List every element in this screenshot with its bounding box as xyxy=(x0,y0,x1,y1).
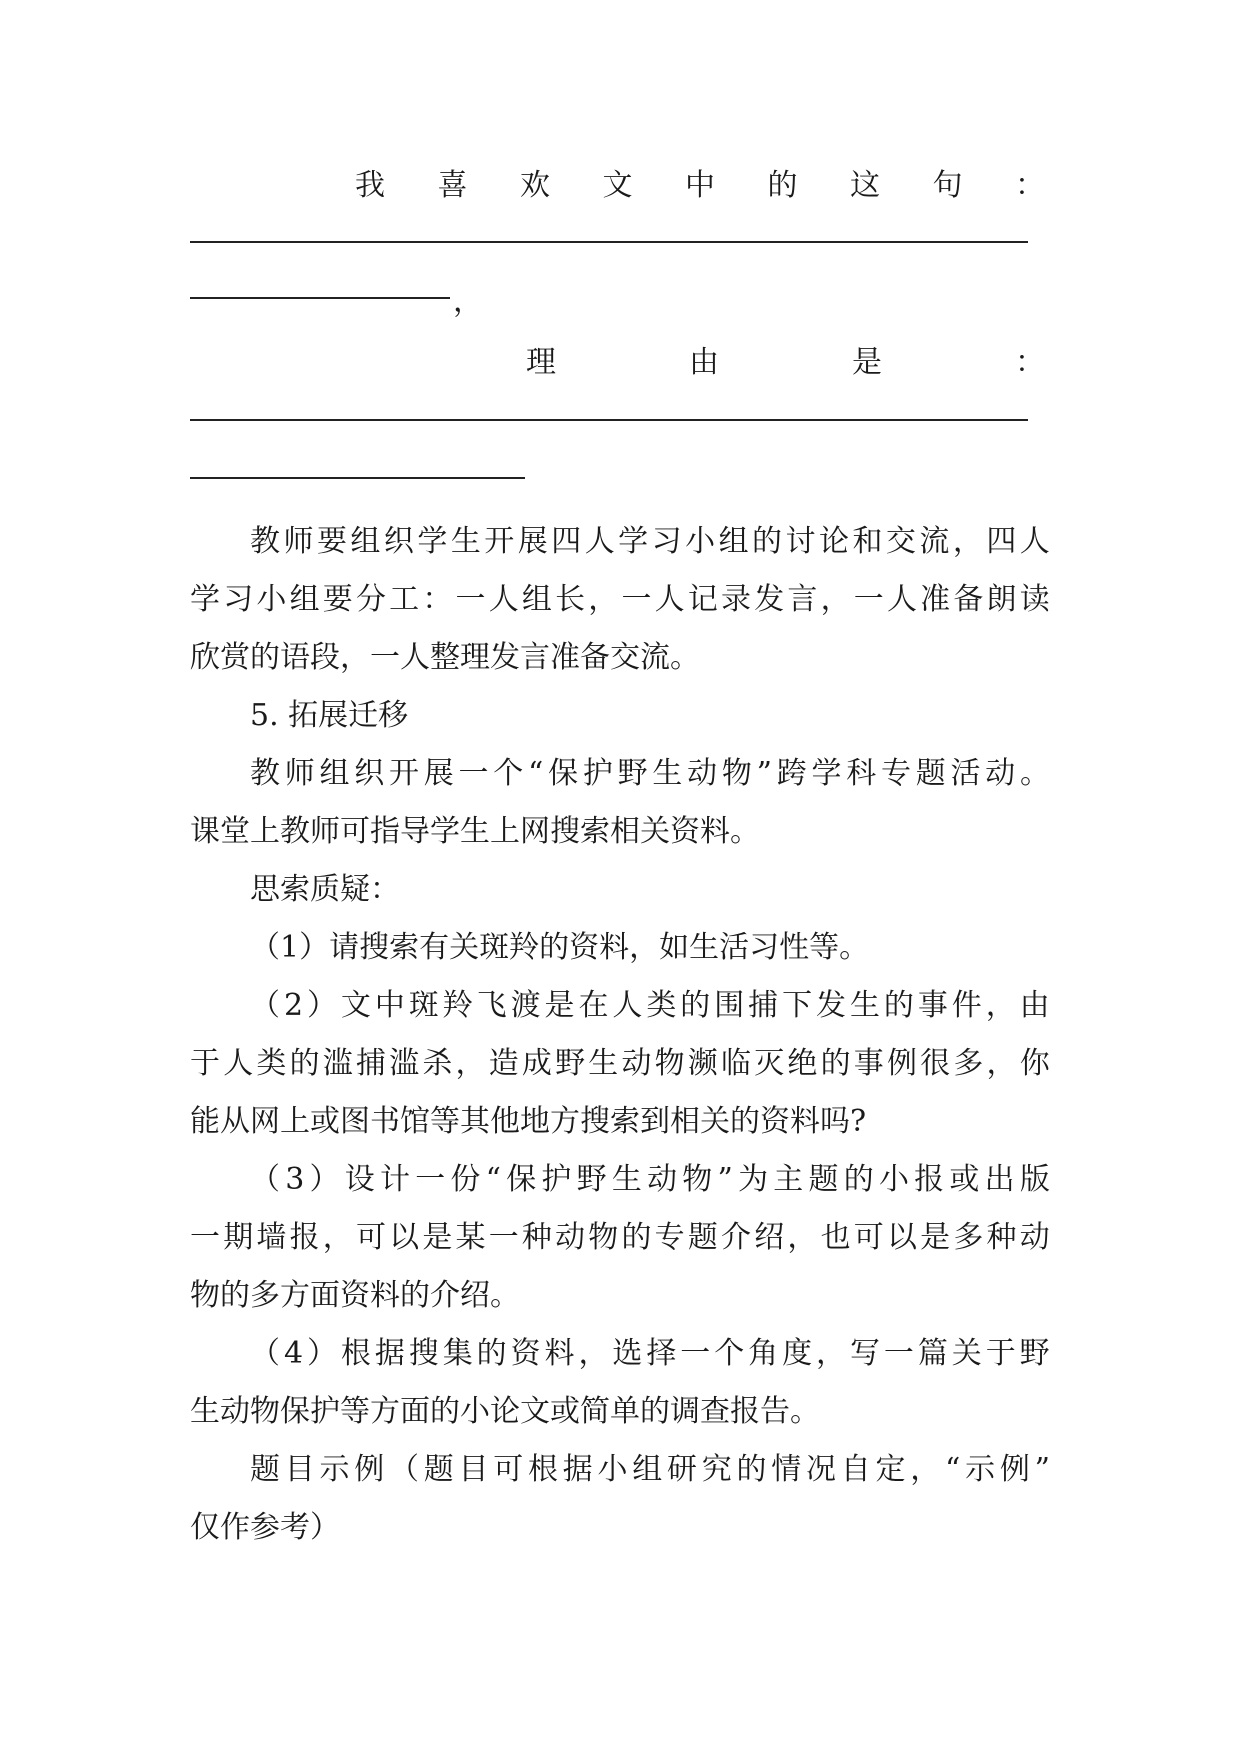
text-char: 人 xyxy=(654,582,685,617)
text-char: 自 xyxy=(840,1452,871,1487)
text-char: 师 xyxy=(284,756,315,791)
text-char: ） xyxy=(306,988,337,1023)
text-char: 个 xyxy=(493,756,524,791)
text-char: 的 xyxy=(680,988,711,1023)
text-char: 捕 xyxy=(748,988,779,1023)
text-char: 专 xyxy=(880,756,911,791)
text-char: 据 xyxy=(374,1336,405,1371)
text-char: 一 xyxy=(415,1162,446,1197)
prompt-char: 中 xyxy=(685,168,715,203)
text-char: 学 xyxy=(811,756,842,791)
text-char: “ xyxy=(485,1162,501,1197)
text-char: 可 xyxy=(493,1452,524,1487)
text-char: 3 xyxy=(285,1162,305,1197)
text-char: ， xyxy=(588,582,619,617)
prompt-char: 文 xyxy=(602,168,633,203)
text-char: 野 xyxy=(1019,1336,1050,1371)
text-char: ” xyxy=(756,756,772,791)
text-char: 渡 xyxy=(510,988,541,1023)
text-char: 情 xyxy=(771,1452,802,1487)
text-char: 资 xyxy=(510,1336,541,1371)
text-char: 杀 xyxy=(422,1046,453,1081)
question-line: 物的多方面资料的介绍。 xyxy=(190,1278,520,1313)
text-char: 围 xyxy=(714,988,745,1023)
text-char: 展 xyxy=(517,524,548,559)
text-char: 滥 xyxy=(322,1046,353,1081)
question-line xyxy=(250,986,1050,1026)
text-char: ， xyxy=(820,582,851,617)
text-char: 文 xyxy=(340,988,371,1023)
text-char: 动 xyxy=(621,1046,652,1081)
text-char: 飞 xyxy=(476,988,507,1023)
prompt-char: 句 xyxy=(932,168,963,203)
text-char: 习 xyxy=(223,582,254,617)
prompt-char: 欢 xyxy=(520,168,550,203)
text-char: （ xyxy=(250,1162,280,1197)
text-char: 多 xyxy=(953,1046,984,1081)
text-char: 小 xyxy=(685,524,716,559)
text-char: 报 xyxy=(914,1162,945,1197)
text-char: 事 xyxy=(917,988,948,1023)
prompt-char: 这 xyxy=(850,168,880,203)
text-char: 事 xyxy=(853,1046,884,1081)
text-char: 件 xyxy=(951,988,982,1023)
text-char: 动 xyxy=(985,756,1016,791)
text-char: 的 xyxy=(752,524,783,559)
text-char: 题 xyxy=(250,1452,280,1487)
text-char: 研 xyxy=(667,1452,697,1487)
text-char: 示 xyxy=(319,1452,350,1487)
text-char: 究 xyxy=(701,1452,732,1487)
text-char: 绝 xyxy=(787,1046,818,1081)
text-char: 人 xyxy=(886,582,917,617)
text-char: 师 xyxy=(283,524,314,559)
text-char: 是 xyxy=(422,1220,453,1255)
text-char: （ xyxy=(250,988,280,1023)
text-char: 专 xyxy=(654,1220,685,1255)
text-char: 跨 xyxy=(776,756,807,791)
text-char: 组 xyxy=(718,524,749,559)
text-char: 长 xyxy=(555,582,586,617)
section-heading: 5. 拓展迁移 xyxy=(250,698,409,733)
text-char: 关 xyxy=(951,1336,982,1371)
question-line xyxy=(190,1218,1050,1258)
text-char: 发 xyxy=(816,988,847,1023)
text-char: 人 xyxy=(612,988,643,1023)
text-char: 学 xyxy=(190,582,220,617)
text-char: 角 xyxy=(748,1336,779,1371)
text-char: 一 xyxy=(680,1336,711,1371)
text-char: 斑 xyxy=(408,988,439,1023)
text-char: 记 xyxy=(687,582,718,617)
text-char: 例 xyxy=(886,1046,917,1081)
text-char: ） xyxy=(309,1162,340,1197)
text-char: 或 xyxy=(949,1162,980,1197)
text-char: 录 xyxy=(721,582,751,617)
text-char: 的 xyxy=(843,1162,874,1197)
text-char: 例 xyxy=(999,1452,1030,1487)
text-char: 由 xyxy=(1019,988,1050,1023)
text-char: 的 xyxy=(883,988,914,1023)
text-char: 流 xyxy=(919,524,950,559)
text-char: 搜 xyxy=(408,1336,439,1371)
answer-blank-line xyxy=(190,297,450,299)
text-char: ， xyxy=(322,1220,353,1255)
text-char: （ xyxy=(250,1336,280,1371)
text-char: ， xyxy=(952,524,983,559)
text-char: 示 xyxy=(965,1452,996,1487)
text-char: ， xyxy=(455,1046,486,1081)
prompt-char: ： xyxy=(1015,345,1045,380)
text-char: 例 xyxy=(354,1452,385,1487)
text-char: 生 xyxy=(450,524,481,559)
text-char: 人 xyxy=(488,582,519,617)
text-char: 。 xyxy=(1019,756,1050,791)
text-char: 目 xyxy=(458,1452,489,1487)
text-char: 为 xyxy=(738,1162,769,1197)
text-char: ： xyxy=(422,582,453,617)
text-char: 的 xyxy=(621,1220,652,1255)
text-char: 个 xyxy=(714,1336,745,1371)
text-char: 况 xyxy=(806,1452,836,1487)
text-char: 是 xyxy=(544,988,575,1023)
text-char: 四 xyxy=(986,524,1017,559)
text-char: 成 xyxy=(521,1046,552,1081)
prompt-char: 理 xyxy=(526,345,556,380)
text-char: 的 xyxy=(820,1046,851,1081)
text-char: ” xyxy=(717,1162,733,1197)
text-char: 墙 xyxy=(256,1220,287,1255)
example-line: 仅作参考） xyxy=(190,1510,340,1545)
text-char: 定 xyxy=(875,1452,906,1487)
text-char: 临 xyxy=(721,1046,751,1081)
text-char: 介 xyxy=(721,1220,751,1255)
text-char: 交 xyxy=(885,524,916,559)
text-char: 篇 xyxy=(917,1336,948,1371)
text-char: 据 xyxy=(562,1452,593,1487)
text-char: 要 xyxy=(316,524,347,559)
text-char: 准 xyxy=(920,582,951,617)
text-char: 讨 xyxy=(785,524,816,559)
prompt-char: 由 xyxy=(689,345,719,380)
text-char: 报 xyxy=(289,1220,320,1255)
prompt-char: ： xyxy=(1015,168,1045,203)
text-char: “ xyxy=(945,1452,961,1487)
text-char: 一 xyxy=(621,582,652,617)
text-char: 集 xyxy=(442,1336,473,1371)
text-char: 以 xyxy=(886,1220,917,1255)
questions-label: 思索质疑： xyxy=(250,872,400,907)
text-char: 科 xyxy=(846,756,877,791)
text-char: ， xyxy=(578,1336,609,1371)
text-char: 组 xyxy=(632,1452,663,1487)
text-char: 题 xyxy=(808,1162,839,1197)
text-char: 一 xyxy=(458,756,489,791)
text-char: 根 xyxy=(340,1336,371,1371)
text-char: 题 xyxy=(687,1220,718,1255)
text-char: 羚 xyxy=(442,988,473,1023)
text-char: 一 xyxy=(455,582,486,617)
text-char: 生 xyxy=(611,1162,642,1197)
text-char: 多 xyxy=(953,1220,984,1255)
text-char: 种 xyxy=(521,1220,552,1255)
text-char: 组 xyxy=(289,582,320,617)
text-char: 要 xyxy=(322,582,353,617)
text-char: 于 xyxy=(190,1046,220,1081)
text-char: 物 xyxy=(654,1046,685,1081)
text-char: 人 xyxy=(584,524,615,559)
text-char: 组 xyxy=(319,756,350,791)
text-char: 展 xyxy=(423,756,454,791)
text-char: 于 xyxy=(985,1336,1016,1371)
text-char: 选 xyxy=(612,1336,643,1371)
text-char: 一 xyxy=(488,1220,519,1255)
question-line xyxy=(250,1334,1050,1374)
text-char: 一 xyxy=(853,582,884,617)
text-char: 是 xyxy=(920,1220,951,1255)
text-char: 可 xyxy=(355,1220,386,1255)
text-char: 组 xyxy=(521,582,552,617)
text-char: 教 xyxy=(250,756,280,791)
text-char: 濒 xyxy=(687,1046,718,1081)
text-char: 备 xyxy=(953,582,984,617)
text-char: 4 xyxy=(283,1336,304,1371)
answer-blank-line xyxy=(190,477,525,479)
text-char: 期 xyxy=(223,1220,254,1255)
text-char: 计 xyxy=(379,1162,410,1197)
text-char: ， xyxy=(985,988,1016,1023)
text-char: 某 xyxy=(455,1220,486,1255)
text-char: 份 xyxy=(450,1162,481,1197)
text-char: 分 xyxy=(355,582,386,617)
text-char: 小 xyxy=(256,582,287,617)
text-char: 动 xyxy=(555,1220,586,1255)
prompt-char: 我 xyxy=(355,168,385,203)
blank-tail-comma: ， xyxy=(453,284,483,319)
text-char: 物 xyxy=(721,756,752,791)
text-char: 活 xyxy=(950,756,981,791)
text-char: 护 xyxy=(541,1162,572,1197)
text-char: 论 xyxy=(818,524,849,559)
text-char: 可 xyxy=(853,1220,884,1255)
paragraph-line xyxy=(250,754,1050,794)
text-char: 在 xyxy=(578,988,609,1023)
text-char: 一 xyxy=(190,1220,220,1255)
text-char: 题 xyxy=(423,1452,454,1487)
answer-blank-line xyxy=(190,419,1028,421)
text-char: ） xyxy=(306,1336,337,1371)
paragraph-line xyxy=(190,580,1050,620)
text-char: 2 xyxy=(283,988,304,1023)
text-char: “ xyxy=(528,756,544,791)
answer-blank-line xyxy=(190,241,1028,243)
text-char: 学 xyxy=(417,524,448,559)
text-char: 也 xyxy=(820,1220,851,1255)
text-char: 四 xyxy=(551,524,582,559)
prompt-char: 喜 xyxy=(437,168,468,203)
text-char: 生 xyxy=(652,756,683,791)
text-char: 小 xyxy=(878,1162,909,1197)
question-line: （1）请搜索有关斑羚的资料，如生活习性等。 xyxy=(250,930,870,965)
paragraph-line: 欣赏的语段，一人整理发言准备交流。 xyxy=(190,640,700,675)
text-char: 开 xyxy=(389,756,419,791)
text-char: 滥 xyxy=(389,1046,420,1081)
text-char: 和 xyxy=(852,524,883,559)
text-char: 你 xyxy=(1019,1046,1050,1081)
paragraph-line: 课堂上教师可指导学生上网搜索相关资料。 xyxy=(190,814,760,849)
text-char: 习 xyxy=(651,524,682,559)
text-char: ， xyxy=(910,1452,941,1487)
text-char: 动 xyxy=(647,1162,678,1197)
text-char: 根 xyxy=(528,1452,558,1487)
text-char: 生 xyxy=(849,988,880,1023)
text-char: （ xyxy=(389,1452,419,1487)
text-char: 言 xyxy=(787,582,818,617)
text-char: 的 xyxy=(476,1336,507,1371)
text-char: 物 xyxy=(682,1162,713,1197)
text-char: 护 xyxy=(582,756,613,791)
text-char: 的 xyxy=(736,1452,767,1487)
prompt-char: 是 xyxy=(852,345,882,380)
text-char: ” xyxy=(1034,1452,1050,1487)
text-char: 物 xyxy=(588,1220,619,1255)
text-char: ， xyxy=(787,1220,818,1255)
text-char: 出 xyxy=(984,1162,1015,1197)
text-char: 发 xyxy=(754,582,785,617)
example-line xyxy=(250,1450,1050,1490)
question-line: 能从网上或图书馆等其他地方搜索到相关的资料吗? xyxy=(190,1104,867,1139)
prompt-char: 的 xyxy=(767,168,798,203)
text-char: 野 xyxy=(576,1162,607,1197)
text-char: 动 xyxy=(1019,1220,1050,1255)
text-char: 动 xyxy=(687,756,718,791)
text-char: 读 xyxy=(1019,582,1050,617)
question-line xyxy=(250,1160,1050,1200)
text-char: 写 xyxy=(849,1336,880,1371)
text-char: 目 xyxy=(284,1452,315,1487)
text-char: 类 xyxy=(646,988,677,1023)
text-char: 主 xyxy=(773,1162,804,1197)
text-char: 料 xyxy=(544,1336,575,1371)
fill-in-prompt-reason xyxy=(526,343,1045,383)
text-char: 中 xyxy=(374,988,405,1023)
text-char: 生 xyxy=(588,1046,619,1081)
text-char: 野 xyxy=(555,1046,586,1081)
text-char: 类 xyxy=(256,1046,287,1081)
text-char: 组 xyxy=(350,524,381,559)
text-char: 造 xyxy=(488,1046,519,1081)
text-char: ， xyxy=(816,1336,847,1371)
text-char: 灭 xyxy=(754,1046,785,1081)
text-char: ， xyxy=(986,1046,1017,1081)
text-char: 的 xyxy=(289,1046,320,1081)
text-char: 种 xyxy=(986,1220,1017,1255)
text-char: 题 xyxy=(915,756,946,791)
text-char: 人 xyxy=(1019,524,1050,559)
text-char: 教 xyxy=(250,524,280,559)
text-char: 择 xyxy=(646,1336,677,1371)
text-char: 织 xyxy=(383,524,414,559)
question-line xyxy=(190,1044,1050,1084)
text-char: 下 xyxy=(782,988,813,1023)
text-char: 野 xyxy=(617,756,648,791)
text-char: 织 xyxy=(354,756,385,791)
fill-in-prompt-sentence xyxy=(355,166,1045,206)
text-char: 很 xyxy=(920,1046,951,1081)
text-char: 绍 xyxy=(754,1220,785,1255)
text-char: 度 xyxy=(782,1336,813,1371)
text-char: 捕 xyxy=(355,1046,386,1081)
text-char: 设 xyxy=(344,1162,375,1197)
text-char: 人 xyxy=(223,1046,254,1081)
text-char: 小 xyxy=(597,1452,628,1487)
text-char: 学 xyxy=(618,524,649,559)
text-char: 开 xyxy=(484,524,515,559)
text-char: 保 xyxy=(548,756,579,791)
text-char: 工 xyxy=(389,582,420,617)
paragraph-line xyxy=(250,522,1050,562)
question-line: 生动物保护等方面的小论文或简单的调查报告。 xyxy=(190,1394,820,1429)
text-char: 版 xyxy=(1019,1162,1050,1197)
text-char: 保 xyxy=(506,1162,537,1197)
text-char: 以 xyxy=(389,1220,420,1255)
text-char: 朗 xyxy=(986,582,1017,617)
text-char: 一 xyxy=(883,1336,914,1371)
